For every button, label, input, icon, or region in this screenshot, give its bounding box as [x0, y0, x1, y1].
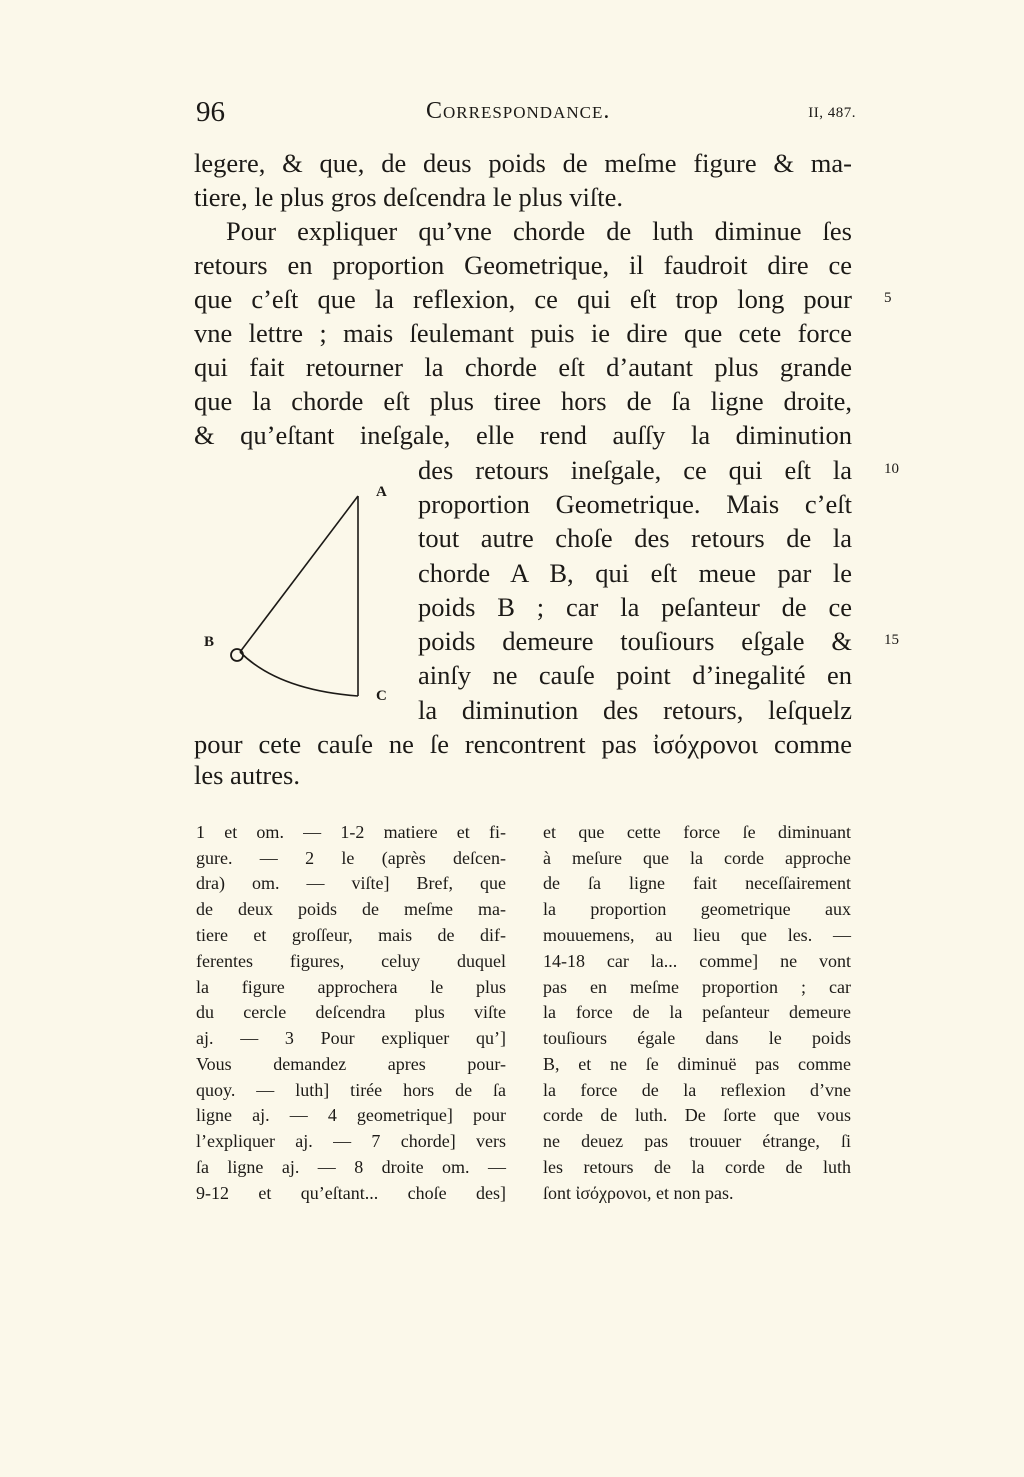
text-line: retours en proportion Geometrique, il faudroit dire ce — [194, 250, 852, 280]
pendulum-figure — [198, 476, 408, 716]
text-line: qui fait retourner la chorde eſt d’autant plus grande — [194, 352, 852, 382]
footnote-line: à meſure que la corde approche — [543, 848, 851, 868]
footnote-line: pas en meſme proportion ; car — [543, 977, 851, 997]
line-number: 15 — [884, 632, 899, 648]
footnote-line: quoy. — luth] tirée hors de ſa — [196, 1080, 506, 1100]
inclined-string-line — [240, 496, 358, 652]
text-line: pour cete cauſe ne ſe rencontrent pas ἰσόχρονοι comme — [194, 729, 852, 759]
footnote-line: ſa ligne aj. — 8 droite om. — — [196, 1157, 506, 1177]
footnote-line: ne deuez pas trouuer étrange, ſi — [543, 1131, 851, 1151]
weight-circle — [231, 649, 243, 661]
text-line: des retours ineſgale, ce qui eſt la — [418, 455, 852, 485]
footnote-line: touſiours égale dans le poids — [543, 1028, 851, 1048]
text-line: tout autre choſe des retours de la — [418, 523, 852, 553]
page-number: 96 — [196, 96, 225, 128]
footnote-line: ligne aj. — 4 geometrique] pour — [196, 1105, 506, 1125]
footnote-line: les retours de la corde de luth — [543, 1157, 851, 1177]
text-line: vne lettre ; mais ſeulemant puis ie dire que cete force — [194, 318, 852, 348]
footnote-line: et que cette force ſe diminuant — [543, 822, 851, 842]
arc-path — [240, 652, 358, 696]
footnote-line: mouuemens, au lieu que les. — — [543, 925, 851, 945]
text-line: chorde A B, qui eſt meue par le — [418, 558, 852, 588]
line-number: 5 — [884, 290, 892, 306]
text-line: la diminution des retours, leſquelz — [418, 695, 852, 725]
footnote-line: l’expliquer aj. — 7 chorde] vers — [196, 1131, 506, 1151]
label-c: C — [376, 688, 387, 704]
text-line: poids demeure touſiours eſgale & — [418, 626, 852, 656]
text-line: les autres. — [194, 760, 300, 790]
label-b: B — [204, 634, 215, 650]
text-line: Pour expliquer qu’vne chorde de luth diminue ſes — [226, 216, 852, 246]
footnote-line: la figure approchera le plus — [196, 977, 506, 997]
footnote-line: 14-18 car la... comme] ne vont — [543, 951, 851, 971]
footnote-line: du cercle deſcendra plus viſte — [196, 1002, 506, 1022]
footnote-line: tiere et groſſeur, mais de dif- — [196, 925, 506, 945]
footnote-line: 1 et om. — 1-2 matiere et fi- — [196, 822, 506, 842]
footnote-line: B, et ne ſe diminuë pas comme — [543, 1054, 851, 1074]
footnote-line: la force de la peſanteur demeure — [543, 1002, 851, 1022]
footnote-line: la force de la reflexion d’vne — [543, 1080, 851, 1100]
running-header — [196, 96, 856, 132]
footnote-line: de deux poids de meſme ma- — [196, 899, 506, 919]
pendulum-diagram — [198, 476, 408, 716]
footnote-line: 9-12 et qu’eſtant... choſe des] — [196, 1183, 506, 1203]
footnote-line: dra) om. — viſte] Bref, que — [196, 873, 506, 893]
footnote-line: aj. — 3 Pour expliquer qu’] — [196, 1028, 506, 1048]
text-line: tiere, le plus gros deſcendra le plus viſte. — [194, 182, 624, 212]
text-line: legere, & que, de deus poids de meſme figure & ma- — [194, 148, 852, 178]
footnote-line: corde de luth. De ſorte que vous — [543, 1105, 851, 1125]
line-number: 10 — [884, 461, 899, 477]
footnote-line: de ſa ligne fait neceſſairement — [543, 873, 851, 893]
footnote-line: Vous demandez apres pour- — [196, 1054, 506, 1074]
footnote-line: ſont ἰσόχρονοι, et non pas. — [543, 1183, 734, 1203]
text-line: ainſy ne cauſe point d’inegalité en — [418, 660, 852, 690]
text-line: & qu’eſtant ineſgale, elle rend auſſy la diminution — [194, 420, 852, 450]
text-line: que la chorde eſt plus tiree hors de ſa ligne droite, — [194, 386, 852, 416]
text-line: proportion Geometrique. Mais c’eſt — [418, 489, 852, 519]
footnote-line: gure. — 2 le (après deſcen- — [196, 848, 506, 868]
footnote-line: ferentes figures, celuy duquel — [196, 951, 506, 971]
footnote-line: la proportion geometrique aux — [543, 899, 851, 919]
text-line: que c’eſt que la reflexion, ce qui eſt trop long pour — [194, 284, 852, 314]
label-a: A — [376, 484, 387, 500]
running-title: Correspondance. — [426, 98, 611, 124]
edition-reference: II, 487. — [808, 105, 856, 121]
text-line: poids B ; car la peſanteur de ce — [418, 592, 852, 622]
